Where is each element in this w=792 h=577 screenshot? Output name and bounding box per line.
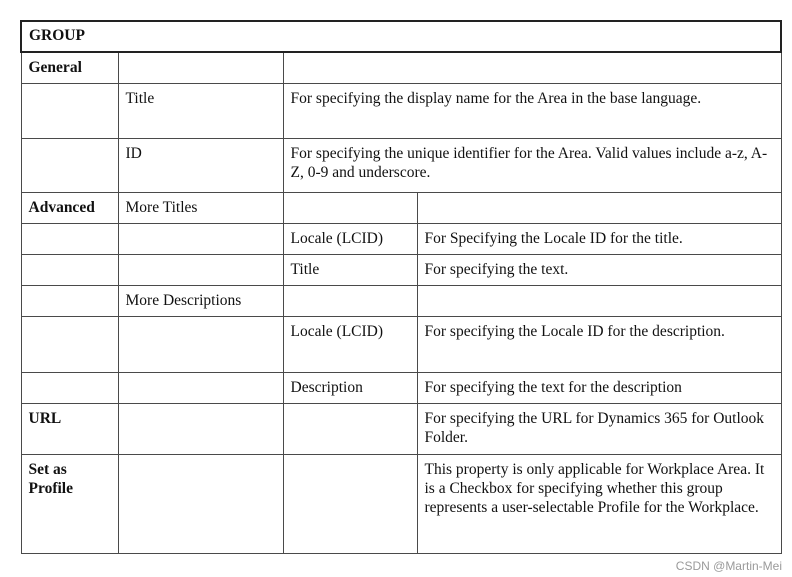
section-cell [21, 224, 118, 255]
section-cell [21, 139, 118, 193]
section-cell [21, 84, 118, 139]
description-cell: This property is only applicable for Workplace Area. It is a Checkbox for specifying whether this group represents a user-selectable Profile for the Workplace. [417, 455, 781, 554]
subproperty-cell: Locale (LCID) [283, 317, 417, 373]
description-cell: For specifying the URL for Dynamics 365 for Outlook Folder. [417, 404, 781, 455]
group-properties-table [20, 20, 782, 554]
section-cell [21, 255, 118, 286]
section-cell: General [21, 52, 118, 84]
table-title: GROUP [21, 21, 781, 52]
table-row [21, 139, 781, 193]
subproperty-cell [283, 193, 417, 224]
section-cell [21, 286, 118, 317]
description-cell: For Specifying the Locale ID for the title. [417, 224, 781, 255]
table-row [21, 52, 781, 84]
subproperty-cell: Description [283, 373, 417, 404]
property-cell [118, 455, 283, 554]
section-cell: Advanced [21, 193, 118, 224]
description-cell: For specifying the text for the description [417, 373, 781, 404]
subproperty-cell [283, 286, 417, 317]
subproperty-cell: Locale (LCID) [283, 224, 417, 255]
description-cell: For specifying the text. [417, 255, 781, 286]
section-cell [21, 373, 118, 404]
watermark: CSDN @Martin-Mei [675, 559, 782, 573]
property-cell: Title [118, 84, 283, 139]
property-cell [118, 255, 283, 286]
table-title-row [21, 21, 781, 52]
table-row [21, 317, 781, 373]
table-row [21, 404, 781, 455]
subproperty-cell [283, 455, 417, 554]
table-row [21, 373, 781, 404]
description-cell: For specifying the unique identifier for the Area. Valid values include a-z, A-Z, 0-9 and underscore. [283, 139, 781, 193]
description-cell: For specifying the display name for the Area in the base language. [283, 84, 781, 139]
subproperty-cell [283, 404, 417, 455]
property-cell [118, 404, 283, 455]
property-cell [118, 373, 283, 404]
table-row [21, 286, 781, 317]
property-cell [118, 317, 283, 373]
property-cell [118, 52, 283, 84]
property-cell [118, 224, 283, 255]
section-cell: URL [21, 404, 118, 455]
subproperty-cell: Title [283, 255, 417, 286]
property-cell: More Titles [118, 193, 283, 224]
table-row [21, 455, 781, 554]
table-row [21, 224, 781, 255]
section-cell [21, 317, 118, 373]
section-cell: Set as Profile [21, 455, 118, 554]
property-cell: ID [118, 139, 283, 193]
property-cell: More Descriptions [118, 286, 283, 317]
description-cell [417, 286, 781, 317]
description-cell: For specifying the Locale ID for the description. [417, 317, 781, 373]
table-row [21, 84, 781, 139]
table-row [21, 255, 781, 286]
description-cell [417, 193, 781, 224]
table-row [21, 193, 781, 224]
description-cell [283, 52, 781, 84]
